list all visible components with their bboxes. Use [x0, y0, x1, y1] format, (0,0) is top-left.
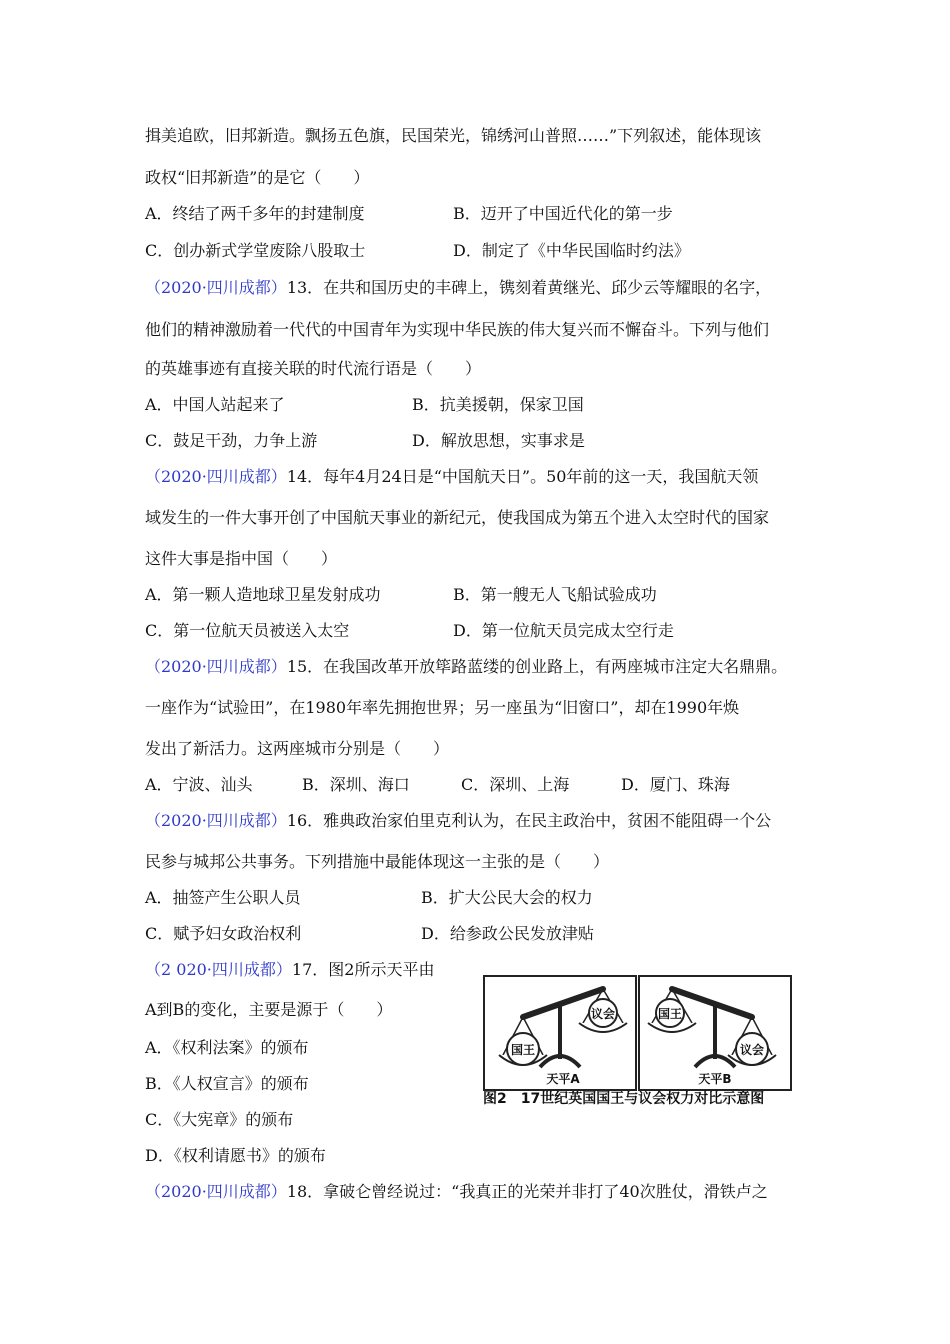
q17-stem-line-1	[145, 960, 434, 980]
scale-a-king-label: 国王	[510, 1043, 536, 1057]
q16-stem-line-2: 民参与城邦公共事务。下列措施中最能体现这一主张的是（ ）	[145, 852, 610, 871]
q16-option-c: C．赋予妇女政治权利	[145, 924, 302, 943]
q13-source: （2020·四川成都）	[145, 278, 287, 297]
scale-b-illustration	[640, 977, 790, 1089]
q14-stem-line-2: 域发生的一件大事开创了中国航天事业的新纪元，使我国成为第五个进入太空时代的国家	[145, 508, 770, 527]
q13-stem-line-2: 他们的精神激励着一代代的中国青年为实现中华民族的伟大复兴而不懈奋斗。下列与他们	[145, 320, 770, 339]
q13-option-b: B．抗美援朝，保家卫国	[412, 395, 584, 414]
q16-stem-line-1	[145, 811, 771, 831]
q12-option-a: A．终结了两千多年的封建制度	[145, 204, 365, 223]
q12-option-c: C．创办新式学堂废除八股取士	[145, 241, 366, 260]
scale-a-parliament-label: 议会	[590, 1007, 616, 1021]
q18-text: 18．拿破仑曾经说过：“我真正的光荣并非打了40次胜仗，滑铁卢之	[286, 1182, 768, 1201]
q14-option-d: D．第一位航天员完成太空行走	[453, 621, 674, 640]
figure-2-caption: 图2 17世纪英国国王与议会权力对比示意图	[483, 1091, 765, 1107]
q15-source: （2020·四川成都）	[145, 657, 287, 676]
q17-option-d: D．《权利请愿书》的颁布	[145, 1146, 326, 1165]
q14-stem-line-3: 这件大事是指中国（ ）	[145, 549, 338, 568]
q17-option-c: C．《大宪章》的颁布	[145, 1110, 294, 1129]
q12-text-line-2: 政权“旧邦新造”的是它（ ）	[145, 168, 370, 187]
q15-stem-line-1	[145, 657, 787, 677]
scale-a-illustration	[485, 977, 635, 1089]
q17-source: （2 020·四川成都）	[145, 960, 292, 979]
q16-option-b: B．扩大公民大会的权力	[421, 888, 593, 907]
q14-option-a: A．第一颗人造地球卫星发射成功	[145, 585, 381, 604]
q15-option-b: B．深圳、海口	[302, 775, 410, 794]
q14-stem-line-1	[145, 467, 758, 487]
q15-option-c: C．深圳、上海	[461, 775, 570, 794]
q14-text: 14．每年4月24日是“中国航天日”。50年前的这一天，我国航天领	[286, 467, 759, 486]
scale-b-label: 天平B	[698, 1072, 732, 1086]
figure-2-balance-scales	[483, 975, 813, 1110]
scale-a-label: 天平A	[546, 1072, 580, 1086]
scale-b-panel	[638, 975, 792, 1091]
q17-option-b: B．《人权宣言》的颁布	[145, 1074, 309, 1093]
q18-stem-line-1	[145, 1182, 768, 1202]
q14-option-b: B．第一艘无人飞船试验成功	[453, 585, 657, 604]
q17-option-a: A．《权利法案》的颁布	[145, 1038, 309, 1057]
q13-stem-line-1	[145, 278, 771, 298]
q16-text: 16．雅典政治家伯里克利认为，在民主政治中，贫困不能阻碍一个公	[286, 811, 772, 830]
scale-a-panel	[483, 975, 637, 1091]
q12-option-b: B．迈开了中国近代化的第一步	[453, 204, 673, 223]
q15-option-a: A．宁波、汕头	[145, 775, 253, 794]
q16-option-a: A．抽签产生公职人员	[145, 888, 301, 907]
q13-stem-line-3: 的英雄事迹有直接关联的时代流行语是（ ）	[145, 359, 482, 378]
q14-source: （2020·四川成都）	[145, 467, 287, 486]
q16-option-d: D．给参政公民发放津贴	[421, 924, 594, 943]
q17-text: 17．图2所示天平由	[291, 960, 435, 979]
q18-source: （2020·四川成都）	[145, 1182, 287, 1201]
scale-b-king-label: 国王	[657, 1007, 683, 1021]
q12-text-line-1: 揖美追欧，旧邦新造。飘扬五色旗，民国荣光，锦绣河山普照……”下列叙述，能体现该	[145, 126, 762, 145]
q15-text: 15．在我国改革开放筚路蓝缕的创业路上，有两座城市注定大名鼎鼎。	[286, 657, 788, 676]
q15-option-d: D．厦门、珠海	[621, 775, 730, 794]
q14-option-c: C．第一位航天员被送入太空	[145, 621, 350, 640]
scale-b-parliament-label: 议会	[739, 1043, 765, 1057]
q13-option-d: D．解放思想，实事求是	[412, 431, 585, 450]
q16-source: （2020·四川成都）	[145, 811, 287, 830]
q12-option-d: D．制定了《中华民国临时约法》	[453, 241, 690, 260]
q13-option-c: C．鼓足干劲，力争上游	[145, 431, 318, 450]
q13-option-a: A．中国人站起来了	[145, 395, 285, 414]
q17-stem-line-2: A到B的变化，主要是源于（ ）	[145, 1000, 393, 1019]
q13-text: 13．在共和国历史的丰碑上，镌刻着黄继光、邱少云等耀眼的名字，	[286, 278, 772, 297]
q15-stem-line-3: 发出了新活力。这两座城市分别是（ ）	[145, 739, 450, 758]
q15-stem-line-2: 一座作为“试验田”，在1980年率先拥抱世界；另一座虽为“旧窗口”，却在1990年焕	[145, 698, 740, 717]
